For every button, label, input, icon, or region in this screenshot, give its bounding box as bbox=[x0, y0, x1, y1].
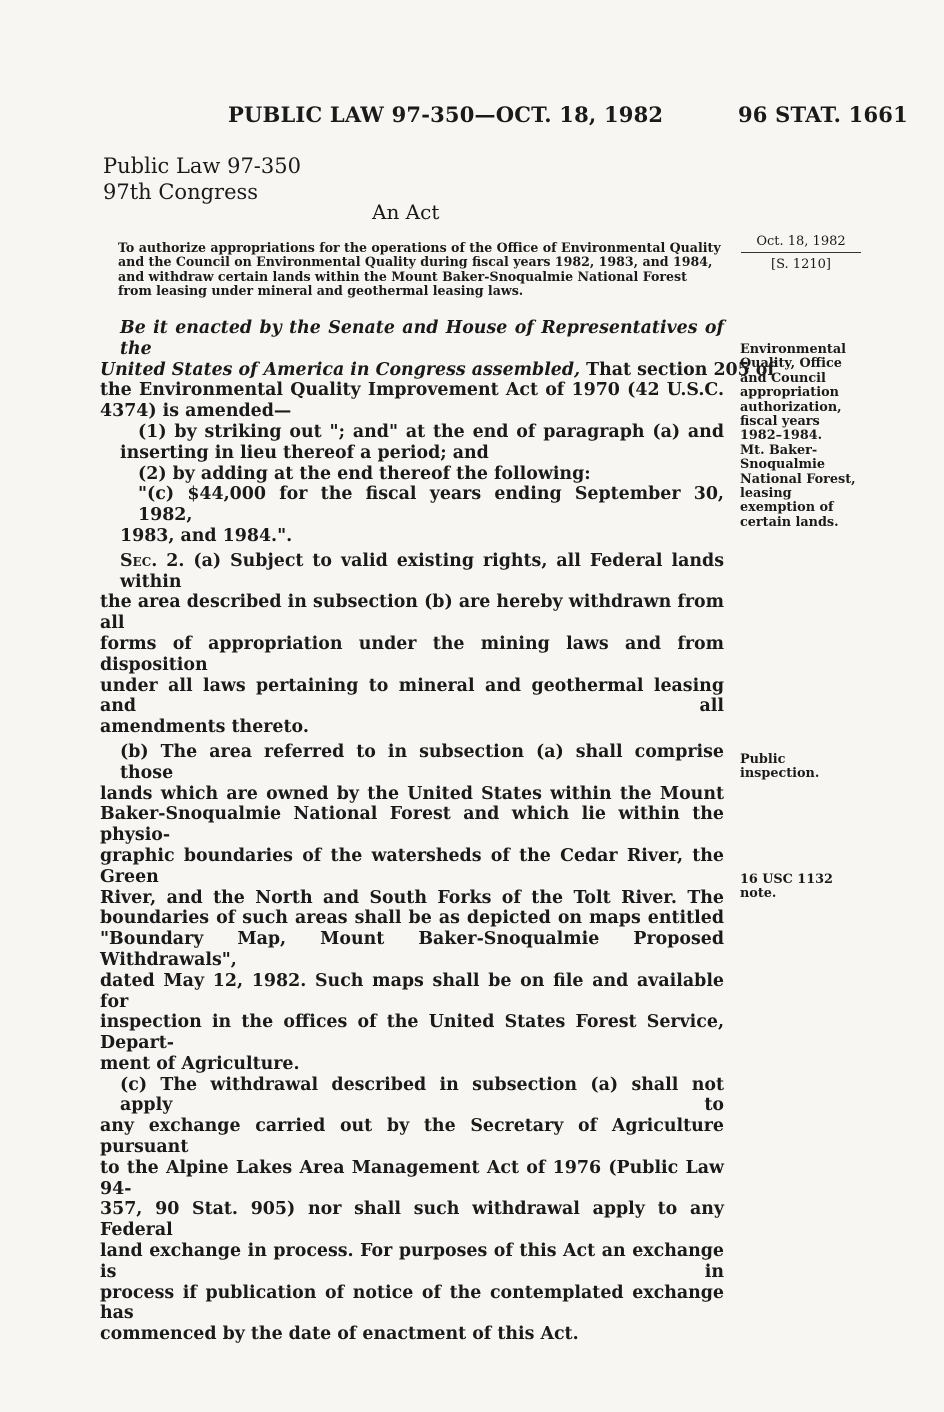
margin-note-line: Quality, Office bbox=[740, 356, 842, 372]
section-2a-line: under all laws pertaining to mineral and geothermal leasing and all bbox=[100, 675, 724, 717]
margin-note-line: exemption of bbox=[740, 500, 834, 516]
section-2b-line: inspection in the offices of the United States Forest Service, Depart- bbox=[100, 1012, 724, 1054]
margin-note-line: leasing bbox=[740, 486, 792, 502]
section-2c-line: any exchange carried out by the Secretary of Agriculture pursuant bbox=[100, 1116, 724, 1158]
enacting-clause-line: Be it enacted by the Senate and House of Representatives of the bbox=[120, 318, 724, 359]
section-2c-line: process if publication of notice of the contemplated exchange has bbox=[100, 1282, 724, 1324]
section-2b-line: lands which are owned by the United States within the Mount bbox=[100, 783, 724, 804]
long-title-line: from leasing under mineral and geothermal leasing laws. bbox=[118, 283, 524, 299]
section-2b-line: graphic boundaries of the watersheds of the Cedar River, the Green bbox=[100, 845, 724, 887]
act-heading: An Act bbox=[372, 200, 440, 224]
margin-note-line: Mt. Baker- bbox=[740, 442, 818, 458]
section-2c-line: land exchange in process. For purposes of this Act an exchange is in bbox=[100, 1241, 724, 1282]
amendment-1-line: (1) by striking out "; and" at the end of paragraph (a) and bbox=[138, 421, 724, 442]
enacting-clause-line bbox=[100, 359, 775, 381]
margin-note-line: 1982–1984. bbox=[740, 428, 823, 444]
enacting-clause-italic: United States of America in Congress assembled, bbox=[100, 359, 581, 380]
stat-citation: 96 STAT. 1661 bbox=[738, 102, 908, 127]
enactment-date: Oct. 18, 1982 bbox=[741, 234, 861, 253]
section-2c-line: commenced by the date of enactment of this Act. bbox=[100, 1324, 579, 1345]
long-title-line: and the Council on Environmental Quality during fiscal years 1982, 1983, and 1984, bbox=[118, 254, 713, 270]
margin-note-line: authorization, bbox=[740, 399, 842, 415]
long-title bbox=[118, 241, 724, 299]
section-2b-line: Baker-Snoqualmie National Forest and which lie within the physio- bbox=[100, 804, 724, 846]
margin-note-appropriation bbox=[740, 343, 870, 530]
congress-number: 97th Congress bbox=[103, 180, 259, 204]
margin-note-usc-citation bbox=[740, 873, 870, 902]
margin-note-line: certain lands. bbox=[740, 514, 839, 530]
section-2b-line: (b) The area referred to in subsection (a) shall comprise those bbox=[120, 741, 724, 783]
enactment-date-block bbox=[741, 234, 861, 272]
amendment-2-line: (2) by adding at the end thereof the following: bbox=[138, 463, 591, 484]
long-title-line: To authorize appropriations for the operations of the Office of Environmental Quality bbox=[118, 240, 721, 255]
section-2b-line: boundaries of such areas shall be as depicted on maps entitled bbox=[100, 908, 724, 929]
margin-note-line: Environmental bbox=[740, 342, 846, 357]
section-2a-line bbox=[100, 551, 724, 593]
margin-note-line: appropriation bbox=[740, 385, 839, 401]
amendment-3-line: "(c) $44,000 for the fiscal years ending September 30, 1982, bbox=[138, 484, 724, 526]
section-2a-line: amendments thereto. bbox=[100, 717, 309, 738]
section-2a-first: (a) Subject to valid existing rights, all Federal lands within bbox=[120, 550, 724, 592]
margin-note-line: fiscal years bbox=[740, 414, 820, 430]
enacting-clause-rest: That section 205 of bbox=[580, 359, 775, 380]
margin-note-line: 16 USC 1132 bbox=[740, 872, 833, 887]
margin-note-line: National Forest, bbox=[740, 471, 856, 487]
margin-note-public-inspection bbox=[740, 753, 870, 782]
margin-note-line: and Council bbox=[740, 370, 826, 386]
running-title: PUBLIC LAW 97-350—OCT. 18, 1982 bbox=[228, 102, 664, 127]
margin-note-line: Public bbox=[740, 752, 786, 767]
margin-note-line: Snoqualmie bbox=[740, 457, 826, 473]
amendment-3-line: 1983, and 1984.". bbox=[120, 525, 293, 546]
bill-number: [S. 1210] bbox=[771, 257, 831, 272]
enacting-clause-line: the Environmental Quality Improvement Act of 1970 (42 U.S.C. bbox=[100, 380, 724, 401]
section-2b-line: dated May 12, 1982. Such maps shall be on file and available for bbox=[100, 970, 724, 1012]
section-2c-line: to the Alpine Lakes Area Management Act of 1976 (Public Law 94- bbox=[100, 1157, 724, 1199]
margin-note-line: inspection. bbox=[740, 766, 820, 782]
enacting-clause-line: 4374) is amended— bbox=[100, 401, 292, 422]
section-2c-line: 357, 90 Stat. 905) nor shall such withdrawal apply to any Federal bbox=[100, 1199, 724, 1241]
amendment-1-line: inserting in lieu thereof a period; and bbox=[120, 442, 489, 463]
section-2b-line: River, and the North and South Forks of the Tolt River. The bbox=[100, 887, 724, 908]
long-title-line: and withdraw certain lands within the Mount Baker-Snoqualmie National Forest bbox=[118, 268, 687, 284]
margin-note-line: note. bbox=[740, 886, 777, 902]
section-2-label: Sec. 2. bbox=[120, 550, 185, 571]
section-2a-line: forms of appropriation under the mining laws and from disposition bbox=[100, 633, 724, 675]
section-2a-line: the area described in subsection (b) are hereby withdrawn from all bbox=[100, 592, 724, 634]
section-2c-line: (c) The withdrawal described in subsection (a) shall not apply to bbox=[120, 1074, 724, 1116]
section-2b-line: "Boundary Map, Mount Baker-Snoqualmie Proposed Withdrawals", bbox=[100, 929, 724, 970]
public-law-number: Public Law 97-350 bbox=[103, 154, 301, 178]
law-identification bbox=[103, 153, 301, 205]
section-2b-line: ment of Agriculture. bbox=[100, 1053, 300, 1074]
